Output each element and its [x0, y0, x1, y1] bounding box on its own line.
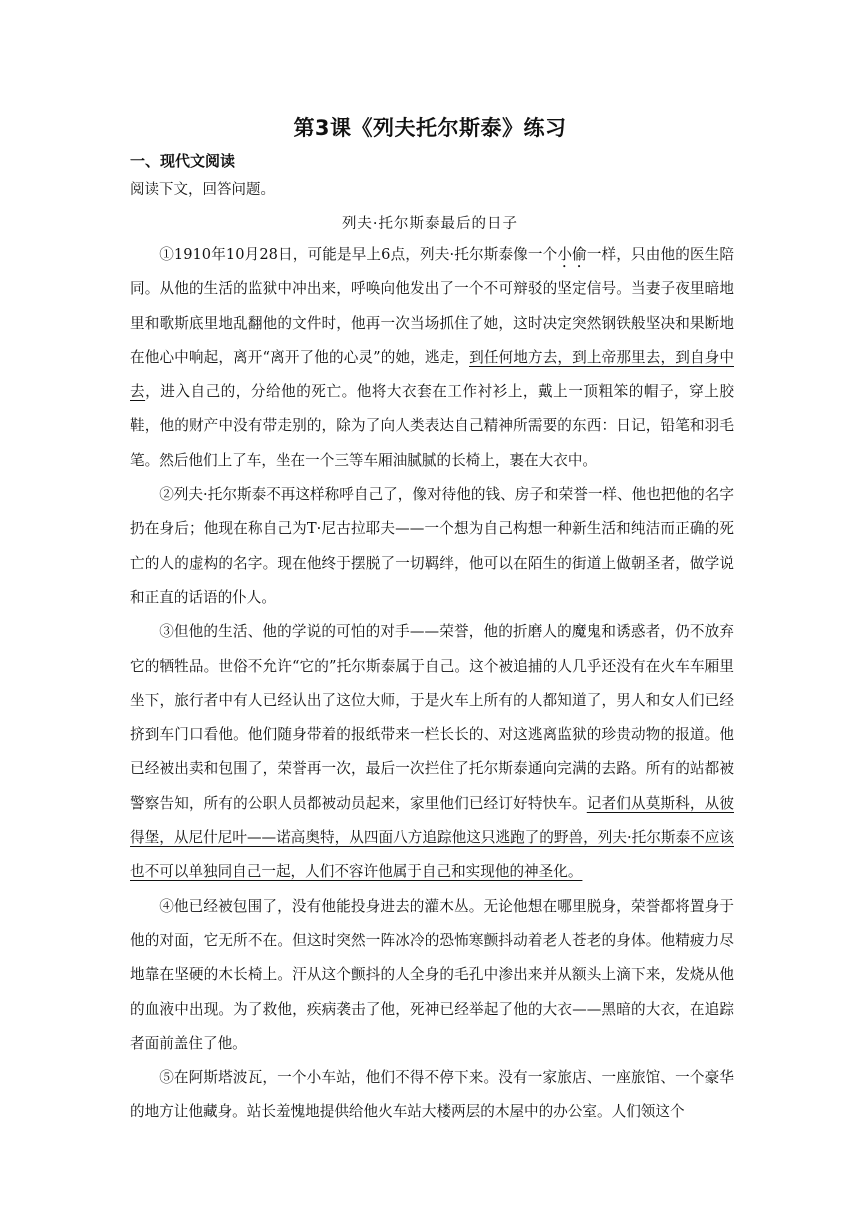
page-title: 第3课《列夫托尔斯泰》练习: [293, 116, 567, 140]
paragraph-2: ②列夫·托尔斯泰不再这样称呼自己了，像对待他的钱、房子和荣誉一样、他也把他的名字扔在身后；他现在称自己为T·尼古拉耶夫——一个想为自己构想一种新生活和纯洁而正确的死亡的人的虚构的名字。现在他终于摆脱了一切羁绊，他可以在陌生的街道上做朝圣者，做学说和正直的话语的仆人。: [130, 486, 734, 606]
underlined-phrase-1: 到任何地方去，到上帝那里去，到自身中去: [130, 348, 734, 401]
article-body: [130, 238, 734, 1130]
paragraph-1: [130, 238, 734, 478]
instruction-text: 阅读下文，回答问题。: [130, 182, 275, 198]
section-heading: 一、现代文阅读: [130, 152, 236, 170]
paragraph-4: ④他已经被包围了，没有他能投身进去的灌木丛。无论他想在哪里脱身，荣誉都将置身于他的对面，它无所不在。但这时突然一阵冰冷的恐怖寒颤抖动着老人苍老的身体。他精疲力尽地靠在坚硬的木长椅上。汗从这个颤抖的人全身的毛孔中渗出来并从额头上滴下来，发烧从他的血液中出现。为了救他，疾病袭击了他，死神已经举起了他的大衣——黑暗的大衣，在追踪者面前盖住了他。: [130, 897, 734, 1052]
emphasis-dotted-word: 小偷: [557, 246, 587, 263]
paragraph-3-text-a: ③但他的生活、他的学说的可怕的对手——荣誉，他的折磨人的魔鬼和诱惑者，仍不放弃它的牺牲品。世俗不允许“它的”托尔斯泰属于自己。这个被追捕的人几乎还没有在火车车厢里坐下，旅行者中有人已经认出了这位大师，于是火车上所有的人都知道了，男人和女人们已经挤到车门口看他。他们随身带着的报纸带来一栏长长的、对这逃离监狱的珍贵动物的报道。他已经被出卖和包围了，荣誉再一次，最后一次拦住了托尔斯泰通向完满的去路。所有的站都被警察告知，所有的公职人员都被动员起来，家里他们已经订好特快车。: [130, 623, 734, 812]
paragraph-1-text-b: 一样，只由他的医生陪同。从他的生活的监狱中冲出来，呼唤向他发出了一个不可辩驳的坚定信号。当妻子夜里暗地里和歌斯底里地乱翻他的文件时，他再一次当场抓住了她，这时决定突然钢铁般坚决和果断地在他心中响起，离开“离开了他的心灵”的她，逃走，: [130, 246, 734, 366]
paragraph-3: [130, 615, 734, 889]
paragraph-5: ⑤在阿斯塔波瓦，一个小车站，他们不得不停下来。没有一家旅店、一座旅馆、一个豪华的地方让他藏身。站长羞愧地提供给他火车站大楼两层的木屋中的办公室。人们领这个: [130, 1069, 734, 1121]
paragraph-1-text-c: ，进入自己的，分给他的死亡。他将大衣套在工作衬衫上，戴上一顶粗笨的帽子，穿上胶鞋，他的财产中没有带走别的，除为了向人类表达自己精神所需要的东西：日记，铅笔和羽毛笔。然后他们上了车，坐在一个三等车厢油腻腻的长椅上，裹在大衣中。: [130, 383, 734, 469]
paragraph-1-text-a: ①1910年10月28日，可能是早上6点，列夫·托尔斯泰像一个: [159, 246, 558, 263]
underlined-phrase-2: 记者们从莫斯科，从彼得堡，从尼什尼叶——诺高奥特，从四面八方追踪他这只逃跑了的野兽，列夫·托尔斯泰不应该也不可以单独同自己一起，人们不容许他属于自己和实现他的神圣化。: [130, 794, 734, 881]
article-title: 列夫·托尔斯泰最后的日子: [341, 216, 519, 232]
